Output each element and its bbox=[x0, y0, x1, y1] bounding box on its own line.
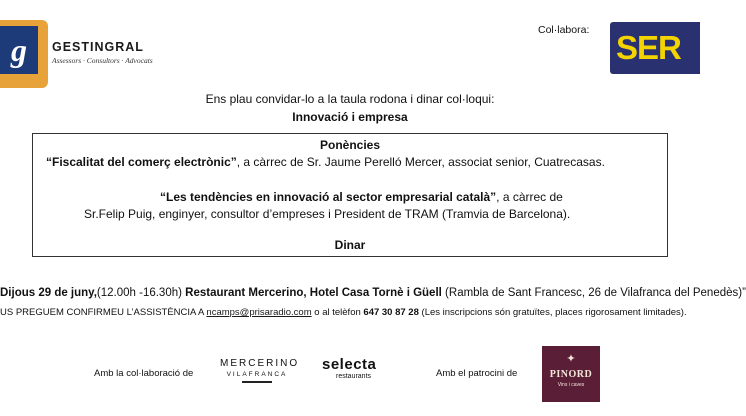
gestingral-logo bbox=[0, 20, 48, 88]
company-name: GESTINGRAL bbox=[52, 40, 144, 54]
pinord-sub: Vins i caves bbox=[557, 382, 585, 388]
mercerino-sub: VILAFRANCA bbox=[226, 371, 288, 378]
talk-2-speaker: Sr.Felip Puig, enginyer, consultor d’empreses i President de TRAM (Tramvia de Barcelona). bbox=[84, 207, 571, 221]
selecta-sub: restaurants bbox=[336, 373, 372, 380]
event-time: (12.00h -16.30h) bbox=[96, 287, 182, 299]
rsvp-prefix: US PREGUEM CONFIRMEU L’ASSISTÈNCIA A bbox=[0, 307, 207, 318]
event-details bbox=[0, 287, 746, 299]
collabora-label: Col·labora: bbox=[538, 24, 590, 36]
talk-1-title: “Fiscalitat del comerç electrònic” bbox=[46, 155, 237, 169]
ser-logo bbox=[610, 22, 700, 74]
rsvp-mid: o al telèfon bbox=[311, 307, 364, 318]
pinord-logo bbox=[542, 346, 600, 402]
talk-1-speaker: , a càrrec de Sr. Jaume Perelló Mercer, associat senior, Cuatrecasas. bbox=[236, 155, 605, 169]
collaboration-label: Amb la col·laboració de bbox=[94, 368, 194, 379]
rsvp-line bbox=[0, 307, 687, 318]
pinord-emblem-icon: ✦ bbox=[566, 353, 576, 365]
talk-2-title: “Les tendències en innovació al sector empresarial català” bbox=[160, 190, 497, 204]
event-date: Dijous 29 de juny, bbox=[0, 287, 97, 299]
program-title: Ponències bbox=[319, 138, 381, 152]
rsvp-email-link[interactable]: ncamps@prisaradio.com bbox=[206, 307, 312, 318]
invitation-text: Ens plau convidar-lo a la taula rodona i dinar col·loqui: bbox=[205, 92, 495, 106]
mercerino-underline bbox=[242, 381, 272, 383]
talk-1 bbox=[46, 155, 605, 169]
talk-2 bbox=[160, 190, 563, 204]
selecta-logo bbox=[322, 356, 376, 380]
event-venue: Restaurant Mercerino, Hotel Casa Tornè i Güell bbox=[181, 287, 442, 299]
rsvp-note: (Les inscripcions són gratuïtes, places rigorosament limitades). bbox=[418, 307, 687, 318]
rsvp-phone: 647 30 87 28 bbox=[363, 307, 419, 318]
company-tagline: Assessors · Consultors · Advocats bbox=[52, 56, 153, 65]
logo-letter: g bbox=[11, 31, 27, 68]
event-address: (Rambla de Sant Francesc, 26 de Vilafranca del Penedès)” bbox=[441, 287, 746, 299]
talk-2-by: , a càrrec de bbox=[496, 190, 563, 204]
mercerino-name: MERCERINO bbox=[220, 358, 300, 369]
mercerino-logo bbox=[220, 358, 300, 383]
selecta-name: selecta bbox=[322, 356, 377, 373]
event-subject: Innovació i empresa bbox=[292, 110, 408, 124]
patronage-label: Amb el patrocini de bbox=[436, 368, 518, 379]
dinner-label: Dinar bbox=[334, 238, 366, 252]
ser-logo-text: SER bbox=[616, 29, 681, 66]
gestingral-g-icon bbox=[0, 26, 38, 74]
pinord-name: PINORD bbox=[549, 369, 593, 380]
